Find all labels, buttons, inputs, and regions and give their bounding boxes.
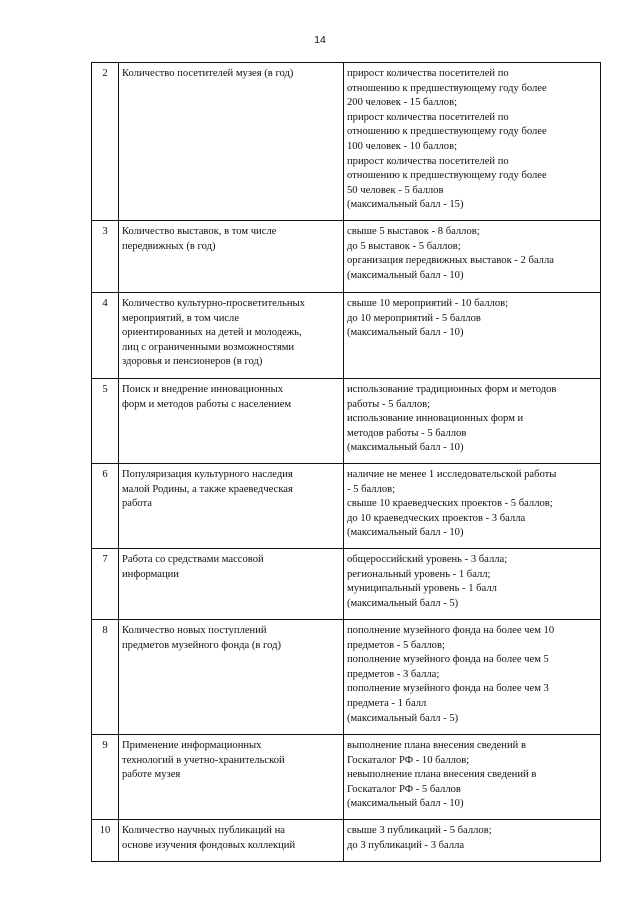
scoring-line: (максимальный балл - 10) [347,527,464,539]
row-number: 8 [92,620,119,735]
criterion-name-line: предметов музейного фонда (в год) [122,639,282,651]
scoring-line: свыше 3 публикаций - 5 баллов; [347,825,492,836]
scoring-line: (максимальный балл - 10) [347,327,464,339]
scoring-line: пополнение музейного фонда на более чем 10 [347,625,555,636]
scoring-line: прирост количества посетителей по [347,111,509,123]
criterion-name-line: Количество научных публикаций на [122,825,285,836]
scoring-line: использование инновационных форм и [347,413,524,425]
scoring-line: 100 человек - 10 баллов; [347,140,458,152]
criterion-name-line: основе изучения фондовых коллекций [122,839,296,851]
criterion-name-line: Популяризация культурного наследия [122,469,293,480]
table-row [92,820,601,862]
table-row [92,221,601,293]
scoring-line: до 5 выставок - 5 баллов; [347,240,461,252]
row-number: 6 [92,464,119,549]
scoring-rules [344,221,601,293]
criterion-name-line: работе музея [122,769,181,781]
row-number: 5 [92,379,119,464]
table-row [92,735,601,820]
scoring-line: прирост количества посетителей по [347,68,509,79]
scoring-line: методов работы - 5 баллов [347,427,467,439]
scoring-line: (максимальный балл - 10) [347,798,464,810]
criterion-name [119,820,344,862]
criterion-name-line: лиц с ограниченными возможностями [122,341,295,353]
scoring-line: пополнение музейного фонда на более чем 3 [347,683,549,695]
criterion-name-line: Количество культурно-просветительных [122,298,305,309]
scoring-line: свыше 10 краеведческих проектов - 5 баллов; [347,498,553,510]
table-row [92,620,601,735]
scoring-line: отношению к предшествующему году более [347,82,547,94]
row-number: 3 [92,221,119,293]
scoring-line: организация передвижных выставок - 2 балла [347,255,554,267]
criterion-name [119,293,344,379]
criterion-name-line: работа [122,498,153,510]
criterion-name-line: Поиск и внедрение инновационных [122,384,284,395]
page-number: 14 [314,34,326,46]
row-number: 2 [92,63,119,221]
scoring-line: отношению к предшествующему году более [347,170,547,182]
scoring-line: наличие не менее 1 исследовательской работы [347,469,557,480]
scoring-line: до 10 мероприятий - 5 баллов [347,312,481,324]
row-number: 4 [92,293,119,379]
scoring-line: (максимальный балл - 15) [347,199,464,211]
criterion-name-line: Количество посетителей музея (в год) [122,68,294,79]
scoring-line: отношению к предшествующему году более [347,126,547,138]
criterion-name [119,464,344,549]
scoring-line: (максимальный балл - 5) [347,597,459,609]
criterion-name-line: мероприятий, в том числе [122,312,240,324]
criterion-name-line: малой Родины, а также краеведческая [122,483,293,495]
scoring-line: прирост количества посетителей по [347,155,509,167]
criterion-name-line: технологий в учетно-хранительской [122,754,285,766]
criterion-name [119,379,344,464]
table-row [92,293,601,379]
scoring-line: (максимальный балл - 5) [347,712,459,724]
table-row [92,464,601,549]
criterion-name [119,735,344,820]
scoring-line: до 3 публикаций - 3 балла [347,839,465,851]
scoring-rules [344,549,601,620]
table-row [92,63,601,221]
scoring-line: невыполнение плана внесения сведений в [347,769,537,781]
criterion-name-line: Количество выставок, в том числе [122,226,277,237]
scoring-line: (максимальный балл - 10) [347,269,464,281]
scoring-rules [344,63,601,221]
scoring-line: региональный уровень - 1 балл; [347,568,491,580]
criterion-name-line: Количество новых поступлений [122,625,267,636]
scoring-line: 50 человек - 5 баллов [347,184,444,196]
scoring-line: пополнение музейного фонда на более чем 5 [347,654,549,666]
criterion-name-line: ориентированных на детей и молодежь, [122,327,302,339]
scoring-line: свыше 10 мероприятий - 10 баллов; [347,298,509,309]
scoring-line: работы - 5 баллов; [347,398,431,410]
row-number: 7 [92,549,119,620]
criterion-name-line: информации [122,568,179,580]
row-number: 9 [92,735,119,820]
scoring-line: Госкаталог РФ - 10 баллов; [347,754,470,766]
scoring-line: (максимальный балл - 10) [347,442,464,454]
scoring-line: 200 человек - 15 баллов; [347,97,458,109]
criteria-table [91,62,601,862]
scoring-line: использование традиционных форм и методов [347,384,557,395]
criteria-table-body [92,63,601,862]
table-row [92,379,601,464]
criterion-name [119,549,344,620]
criterion-name [119,63,344,221]
scoring-rules [344,735,601,820]
scoring-rules [344,464,601,549]
criterion-name-line: здоровья и пенсионеров (в год) [122,356,263,368]
scoring-line: муниципальный уровень - 1 балл [347,583,497,595]
scoring-line: предметов - 5 баллов; [347,639,445,651]
scoring-line: общероссийский уровень - 3 балла; [347,554,508,565]
scoring-rules [344,379,601,464]
table-row [92,549,601,620]
scoring-line: предметов - 3 балла; [347,668,440,680]
scoring-line: до 10 краеведческих проектов - 3 балла [347,512,526,524]
criterion-name [119,221,344,293]
criterion-name-line: Применение информационных [122,740,262,751]
scoring-line: предмета - 1 балл [347,697,427,709]
scoring-line: выполнение плана внесения сведений в [347,740,526,751]
scoring-line: - 5 баллов; [347,483,396,495]
scoring-rules [344,820,601,862]
row-number: 10 [92,820,119,862]
criterion-name [119,620,344,735]
scoring-rules [344,620,601,735]
criterion-name-line: форм и методов работы с населением [122,398,292,410]
scoring-rules [344,293,601,379]
scoring-line: свыше 5 выставок - 8 баллов; [347,226,480,237]
criterion-name-line: Работа со средствами массовой [122,554,264,565]
criterion-name-line: передвижных (в год) [122,240,216,252]
scoring-line: Госкаталог РФ - 5 баллов [347,783,461,795]
